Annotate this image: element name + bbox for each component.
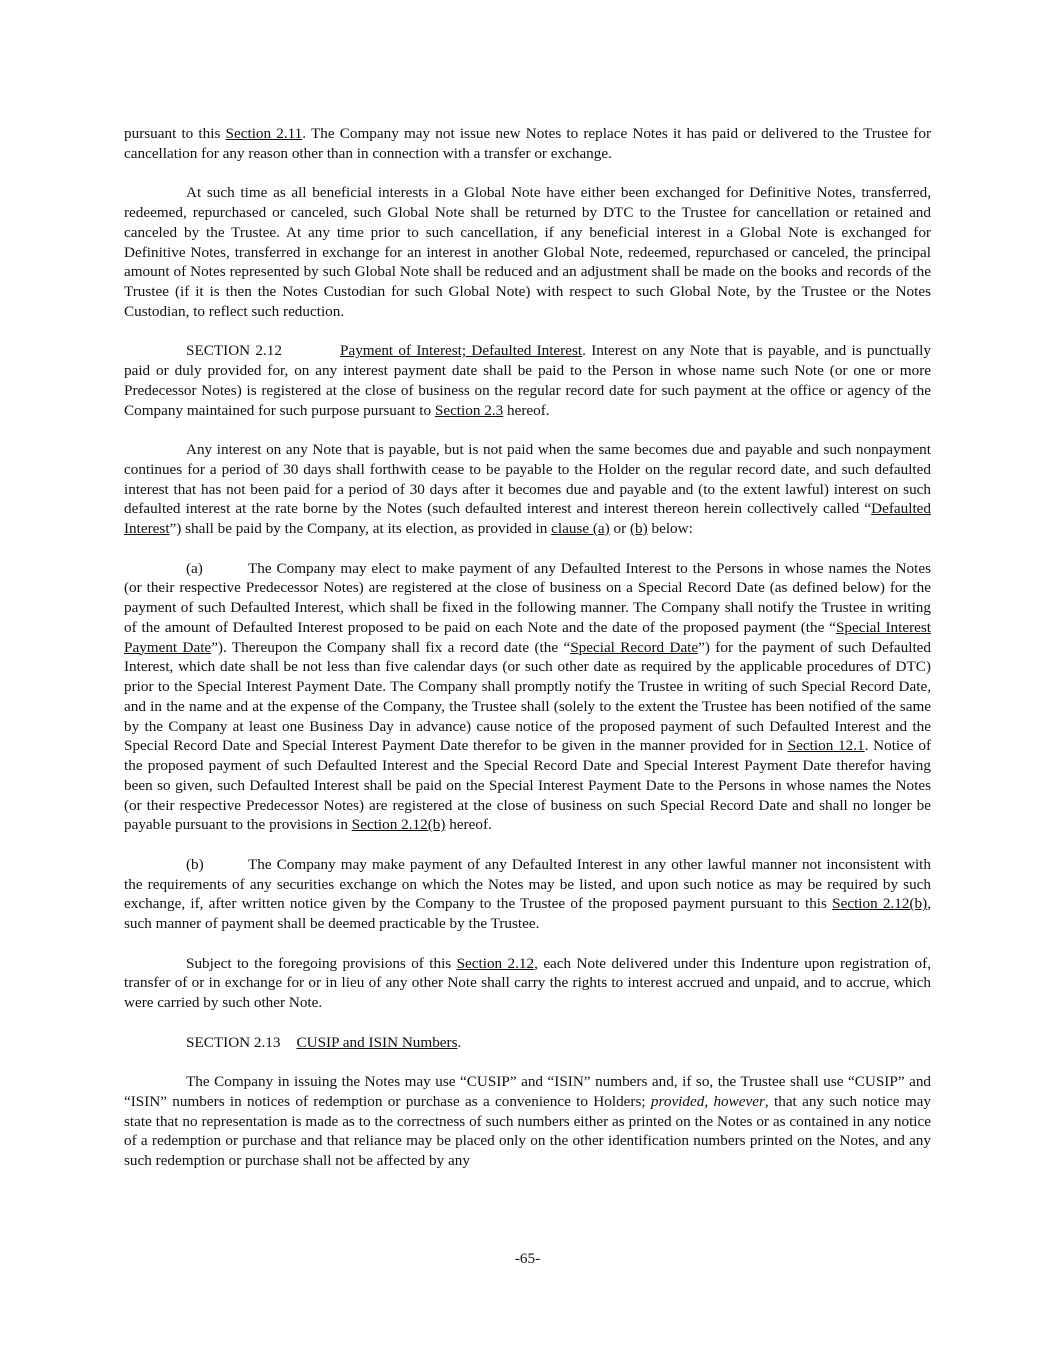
paragraph-cusip-isin: The Company in issuing the Notes may use “CUSIP” and “ISIN” numbers and, if so, the Trustee shall use “CUSIP” and “ISIN” numbers in notices of redemption or purchase as a convenience to Holders; provided, however, that any such notice may state that no representation is made as to the correctness of such numbers either as printed on the Notes or as contained in any notice of a redemption or purchase and that reliance may be placed only on the other identification numbers printed on the Notes, and any such redemption or purchase shall not be affected by any: [124, 1073, 932, 1169]
paragraph-global-note-cancellation: At such time as all beneficial interests in a Global Note have either been exchanged for Definitive Notes, transferred, redeemed, repurchased or canceled, such Global Note shall be returned by DTC to the Trustee for cancellation or retained and canceled by the Trustee. At any time prior to such cancellation, if any beneficial interest in a Global Note is exchanged for Definitive Notes, transferred in exchange for an interest in another Global Note, redeemed, repurchased or canceled, the principal amount of Notes represented by such Global Note shall be reduced and an adjustment shall be made on the books and records of the Trustee (if it is then the Notes Custodian for such Global Note) with respect to such Global Note, by the Trustee or the Notes Custodian, to reflect such reduction.: [124, 184, 931, 320]
clause-reference: clause (a): [551, 520, 610, 537]
page-number: -65-: [514, 1250, 541, 1267]
paragraph-2-11-continuation: pursuant to this Section 2.11. The Company may not issue new Notes to replace Notes it has paid or delivered to the Trustee for cancellation for any reason other than in connection with a transfer or exchange.: [124, 125, 932, 162]
section-2-13: SECTION 2.13 CUSIP and ISIN Numbers.: [186, 1033, 462, 1051]
section-reference: Section 2.12(b): [351, 816, 446, 834]
defined-term: Special Record Date: [570, 638, 699, 656]
paragraph-defaulted-interest: Any interest on any Note that is payable, but is not paid when the same becomes due and payable and such nonpayment continues for a period of 30 days shall forthwith cease to be payable to the Holder on the regular record date, and such defaulted interest that has not been paid for a period of 30 days after it becomes due and payable and (to the extent lawful) interest on such defaulted interest at the rate borne by the Notes (such defaulted interest and interest thereon herein collectively called “Defaulted Interest”) shall be paid by the Company, at its election, as provided in clause (a) or (b) below:: [124, 441, 931, 537]
section-title: CUSIP and ISIN Numbers: [296, 1033, 458, 1051]
clause-label: (a): [186, 559, 203, 577]
section-number: SECTION 2.12: [186, 342, 282, 360]
defined-term: Defaulted Interest: [124, 500, 931, 537]
section-2-12: SECTION 2.12 Payment of Interest; Defaulted Interest. Interest on any Note that is payable, and is punctually paid or duly provided for, on any interest payment date shall be paid to the Person in whose name such Note (or one or more Predecessor Notes) is registered at the close of business on the regular record date for such payment at the office or agency of the Company maintained for such purpose pursuant to Section 2.3 hereof.: [124, 342, 931, 419]
section-title: Payment of Interest; Defaulted Interest: [340, 342, 583, 360]
section-reference: Section 2.12(b): [832, 895, 928, 913]
section-reference: Section 12.1: [787, 737, 865, 755]
section-reference: Section 2.12: [456, 954, 535, 972]
section-reference: Section 2.3: [434, 401, 504, 419]
clause-b: (b) The Company may make payment of any Defaulted Interest in any other lawful manner not inconsistent with the requirements of any securities exchange on which the Notes may be listed, and upon such notice as may be required by such exchange, if, after written notice given by the Company to the Trustee of the proposed payment pursuant to this Section 2.12(b), such manner of payment shall be deemed practicable by the Trustee.: [124, 855, 931, 932]
document-page: [124, 124, 931, 1191]
clause-reference: (b): [629, 520, 648, 537]
clause-a: (a) The Company may elect to make payment of any Defaulted Interest to the Persons in whose names the Notes (or their respective Predecessor Notes) are registered at the close of business on a Special Record Date (as defined below) for the payment of such Defaulted Interest, which shall be fixed in the following manner. The Company shall notify the Trustee in writing of the amount of Defaulted Interest proposed to be paid on each Note and the date of the proposed payment (the “Special Interest Payment Date”). Thereupon the Company shall fix a record date (the “Special Record Date”) for the payment of such Defaulted Interest, which date shall be not less than five calendar days (or such other date as required by the applicable procedures of DTC) prior to the Special Interest Payment Date. The Company shall promptly notify the Trustee in writing of such Special Record Date, and in the name and at the expense of the Company, the Trustee shall (solely to the extent the Trustee has been notified of the same by the Company at least one Business Day in advance) cause notice of the proposed payment of such Defaulted Interest and the Special Record Date and Special Interest Payment Date therefor to be given in the manner provided for in Section 12.1. Notice of the proposed payment of such Defaulted Interest and the Special Record Date and Special Interest Payment Date therefor having been so given, such Defaulted Interest shall be paid on the Special Interest Payment Date to the Persons in whose names the Notes (or their respective Predecessor Notes) are registered at the close of business on such Special Record Date and shall no longer be payable pursuant to the provisions in Section 2.12(b) hereof.: [124, 559, 932, 834]
clause-label: (b): [186, 855, 204, 873]
section-reference: Section 2.11: [225, 125, 303, 142]
section-number: SECTION 2.13: [186, 1033, 281, 1051]
paragraph-interest-rights: Subject to the foregoing provisions of this Section 2.12, each Note delivered under this Indenture upon registration of, transfer of or in exchange for or in lieu of any other Note shall carry the rights to interest accrued and unpaid, and to accrue, which were carried by such other Note.: [124, 954, 931, 1011]
defined-term: Special Interest Payment Date: [124, 618, 932, 656]
